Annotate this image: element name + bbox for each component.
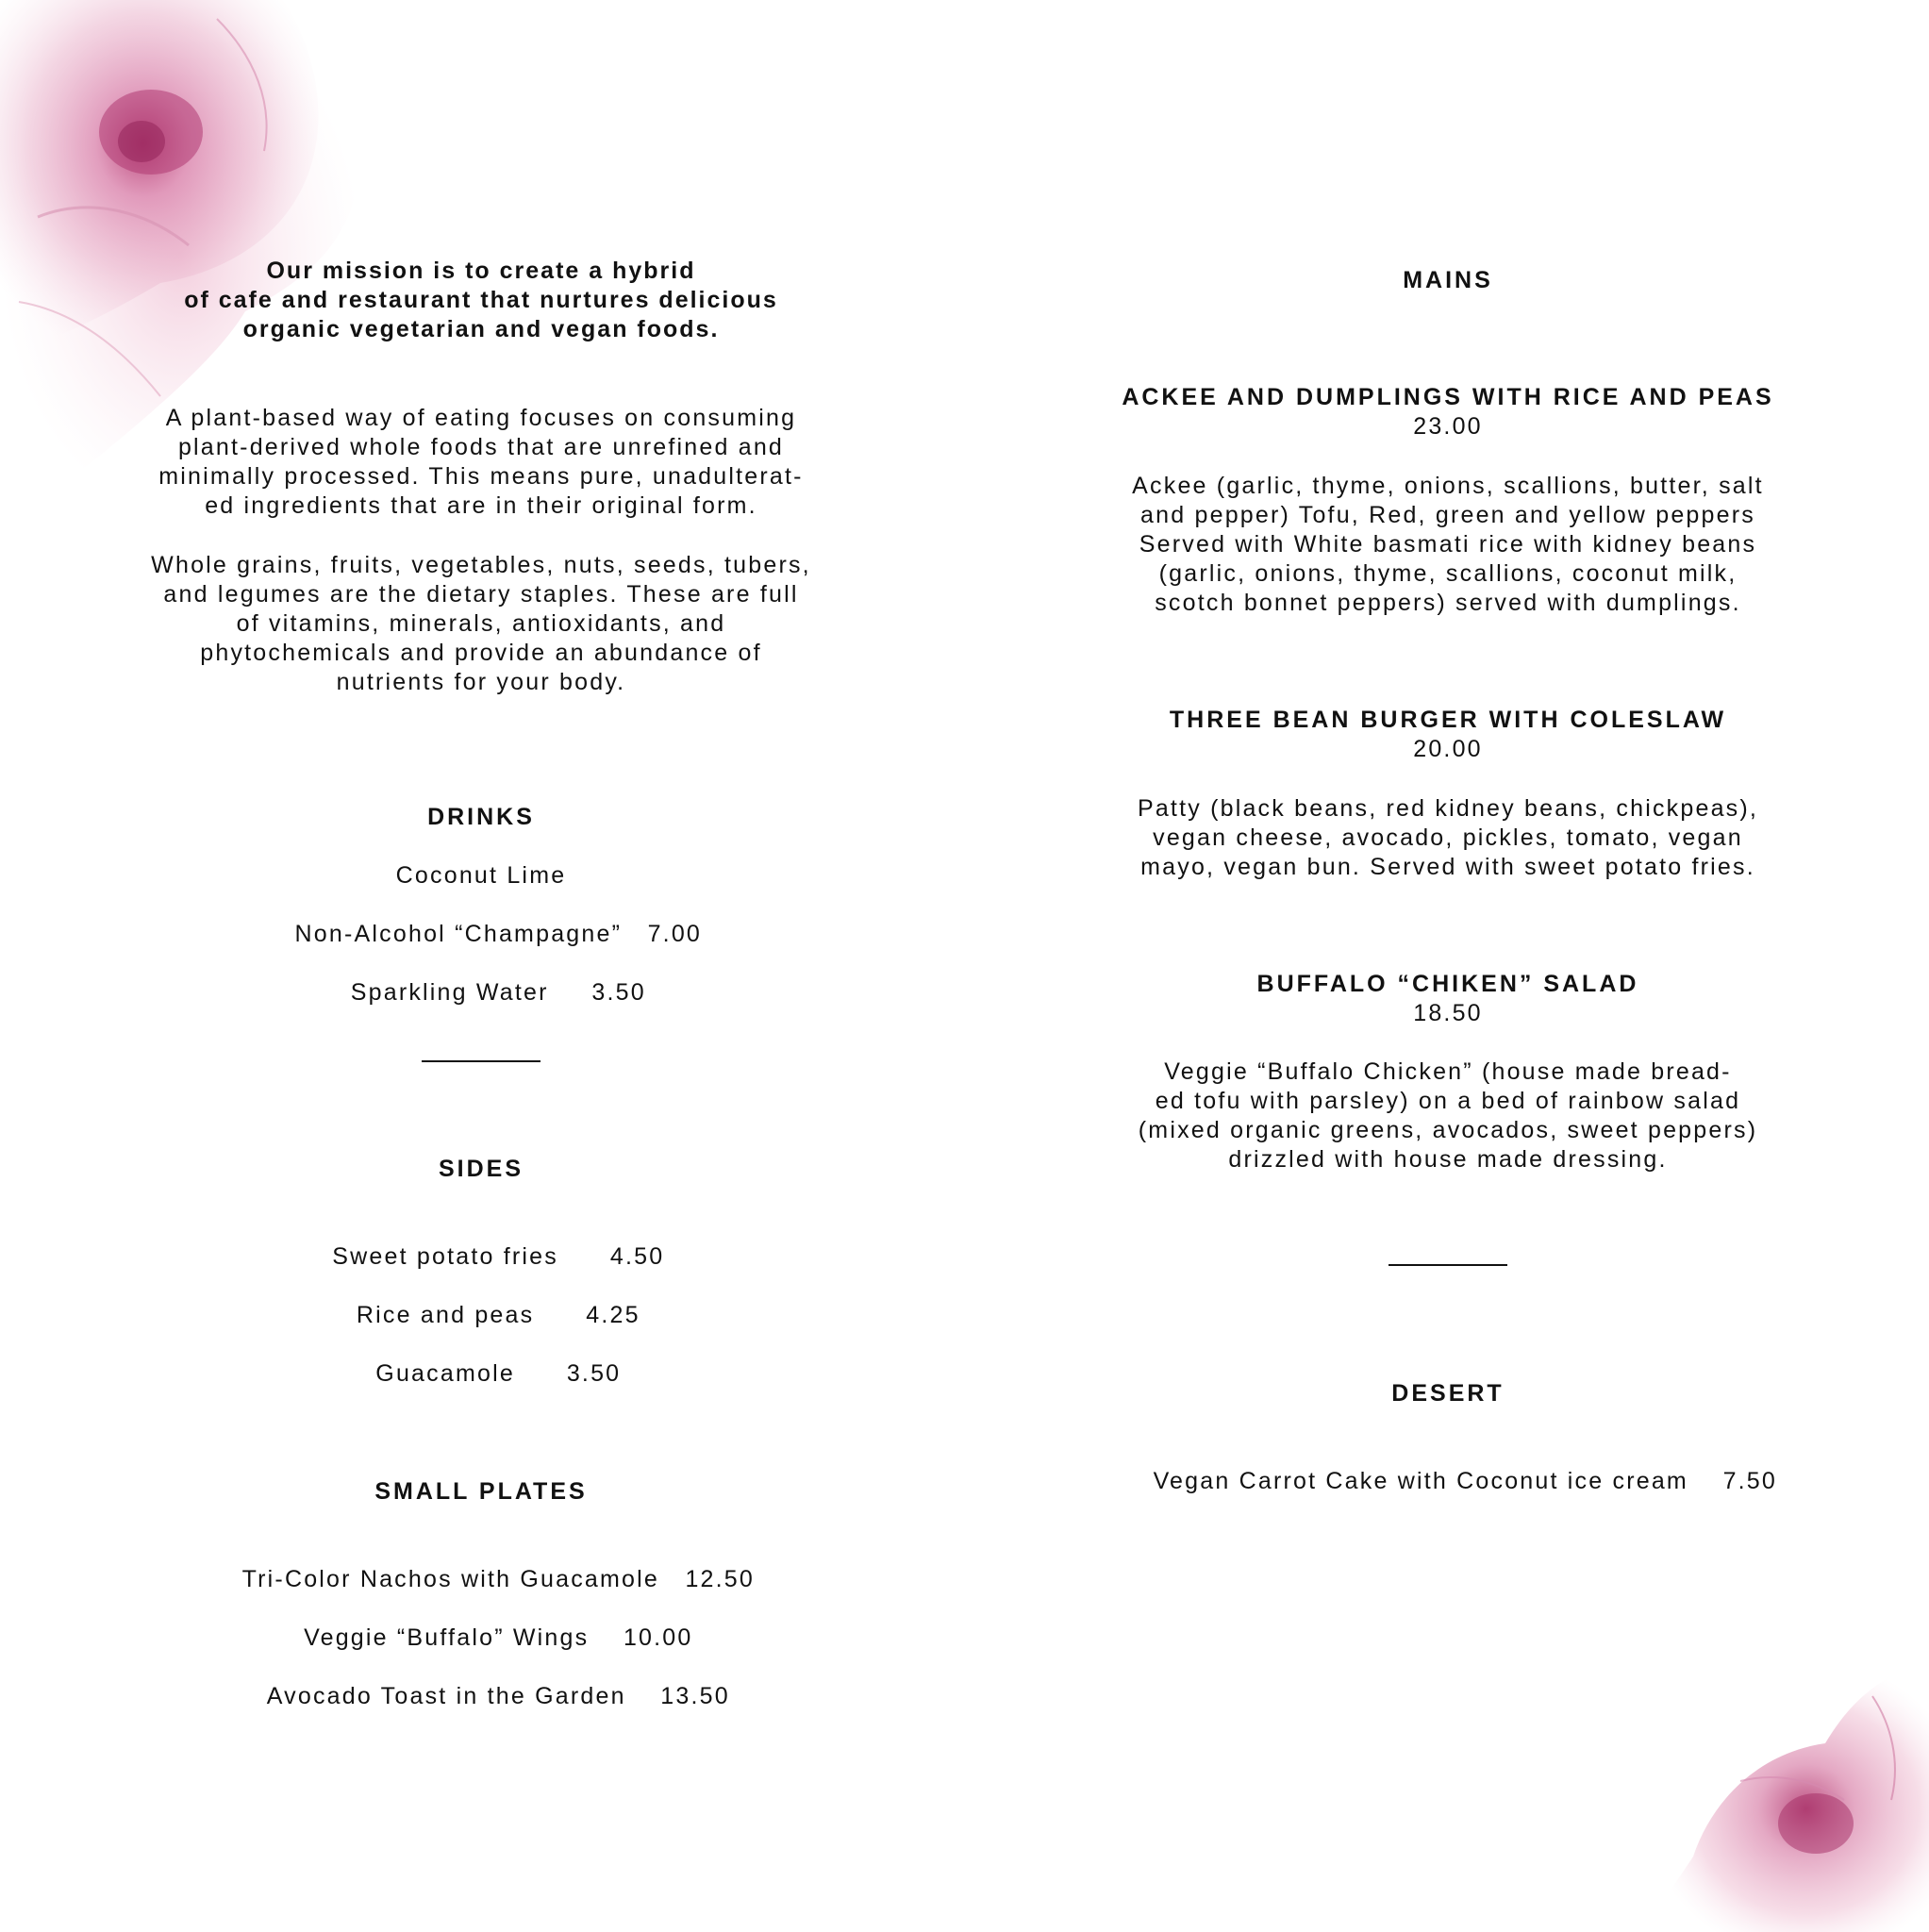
small-plate-item-3 bbox=[104, 1653, 858, 1740]
side-item-name: Sweet potato fries bbox=[332, 1243, 558, 1270]
small-plate-price: 13.50 bbox=[660, 1683, 730, 1709]
desert-item-1 bbox=[1071, 1438, 1825, 1525]
mission-statement: Our mission is to create a hybrid of cafe and restaurant that nurtures delicious organic vegetarian and vegan foods. bbox=[184, 258, 778, 342]
intro-paragraph-1: A plant-based way of eating focuses on consuming plant-derived whole foods that are unrefined and minimally processed. This means pure, unadulterat- ed ingredients that are in their original form. bbox=[158, 405, 804, 519]
main-dish-1-description: Ackee (garlic, thyme, onions, scallions, butter, salt and pepper) Tofu, Red, green and yellow peppers Served with White basmati rice with kidney beans (garlic, onions, thyme, scallions, coconut milk, scotch bonnet peppers) served with dumplings. bbox=[1132, 473, 1764, 616]
side-item-name: Guacamole bbox=[375, 1360, 515, 1387]
small-plate-name: Avocado Toast in the Garden bbox=[266, 1683, 626, 1709]
main-dish-2-description: Patty (black beans, red kidney beans, chickpeas), vegan cheese, avocado, pickles, tomato, vegan mayo, vegan bun. Served with sweet potato fries. bbox=[1137, 795, 1759, 880]
desert-item-name: Vegan Carrot Cake with Coconut ice cream bbox=[1153, 1468, 1688, 1494]
desert-item-price: 7.50 bbox=[1722, 1468, 1778, 1494]
small-plate-price: 12.50 bbox=[685, 1566, 755, 1592]
section-divider bbox=[422, 1060, 540, 1062]
main-dish-3-price: 18.50 bbox=[1413, 1000, 1483, 1026]
drink-item-name: Sparkling Water bbox=[350, 979, 549, 1006]
small-plates-heading: SMALL PLATES bbox=[374, 1478, 588, 1505]
drinks-heading: DRINKS bbox=[427, 804, 535, 830]
flower-illustration-bottom-right bbox=[1637, 1640, 1929, 1932]
side-item-price: 4.50 bbox=[609, 1243, 665, 1270]
main-dish-3-title: BUFFALO “CHIKEN” SALAD bbox=[1256, 971, 1639, 997]
main-dish-2-price: 20.00 bbox=[1413, 736, 1483, 762]
section-divider bbox=[1389, 1264, 1507, 1266]
small-plate-price: 10.00 bbox=[623, 1624, 693, 1651]
intro-paragraph-2: Whole grains, fruits, vegetables, nuts, seeds, tubers, and legumes are the dietary staples. These are full of vitamins, minerals, antioxidants, and phytochemicals and provide an abundance of nutrients for your body. bbox=[151, 552, 811, 695]
side-item-name: Rice and peas bbox=[356, 1302, 535, 1328]
main-dish-1-price: 23.00 bbox=[1413, 413, 1483, 440]
side-item-3 bbox=[104, 1330, 858, 1418]
main-dish-2-title: THREE BEAN BURGER WITH COLESLAW bbox=[1169, 707, 1727, 733]
sides-heading: SIDES bbox=[438, 1156, 524, 1182]
mains-heading: MAINS bbox=[1403, 267, 1493, 293]
side-item-price: 4.25 bbox=[586, 1302, 640, 1328]
main-dish-1-title: ACKEE AND DUMPLINGS WITH RICE AND PEAS bbox=[1122, 384, 1774, 410]
drink-item-name: Non-Alcohol “Champagne” bbox=[294, 921, 623, 947]
desert-heading: DESERT bbox=[1391, 1380, 1505, 1407]
main-dish-3-description: Veggie “Buffalo Chicken” (house made bread- ed tofu with parsley) on a bed of rainbow salad (mixed organic greens, avocados, sweet peppers) drizzled with house made dressing. bbox=[1138, 1058, 1758, 1173]
drink-item-1-line1: Coconut Lime bbox=[395, 862, 567, 889]
drink-item-price: 3.50 bbox=[591, 979, 646, 1006]
drink-item-2 bbox=[104, 949, 858, 1037]
small-plate-name: Tri-Color Nachos with Guacamole bbox=[241, 1566, 659, 1592]
drink-item-price: 7.00 bbox=[647, 921, 703, 947]
small-plate-name: Veggie “Buffalo” Wings bbox=[304, 1624, 590, 1651]
side-item-price: 3.50 bbox=[566, 1360, 622, 1387]
